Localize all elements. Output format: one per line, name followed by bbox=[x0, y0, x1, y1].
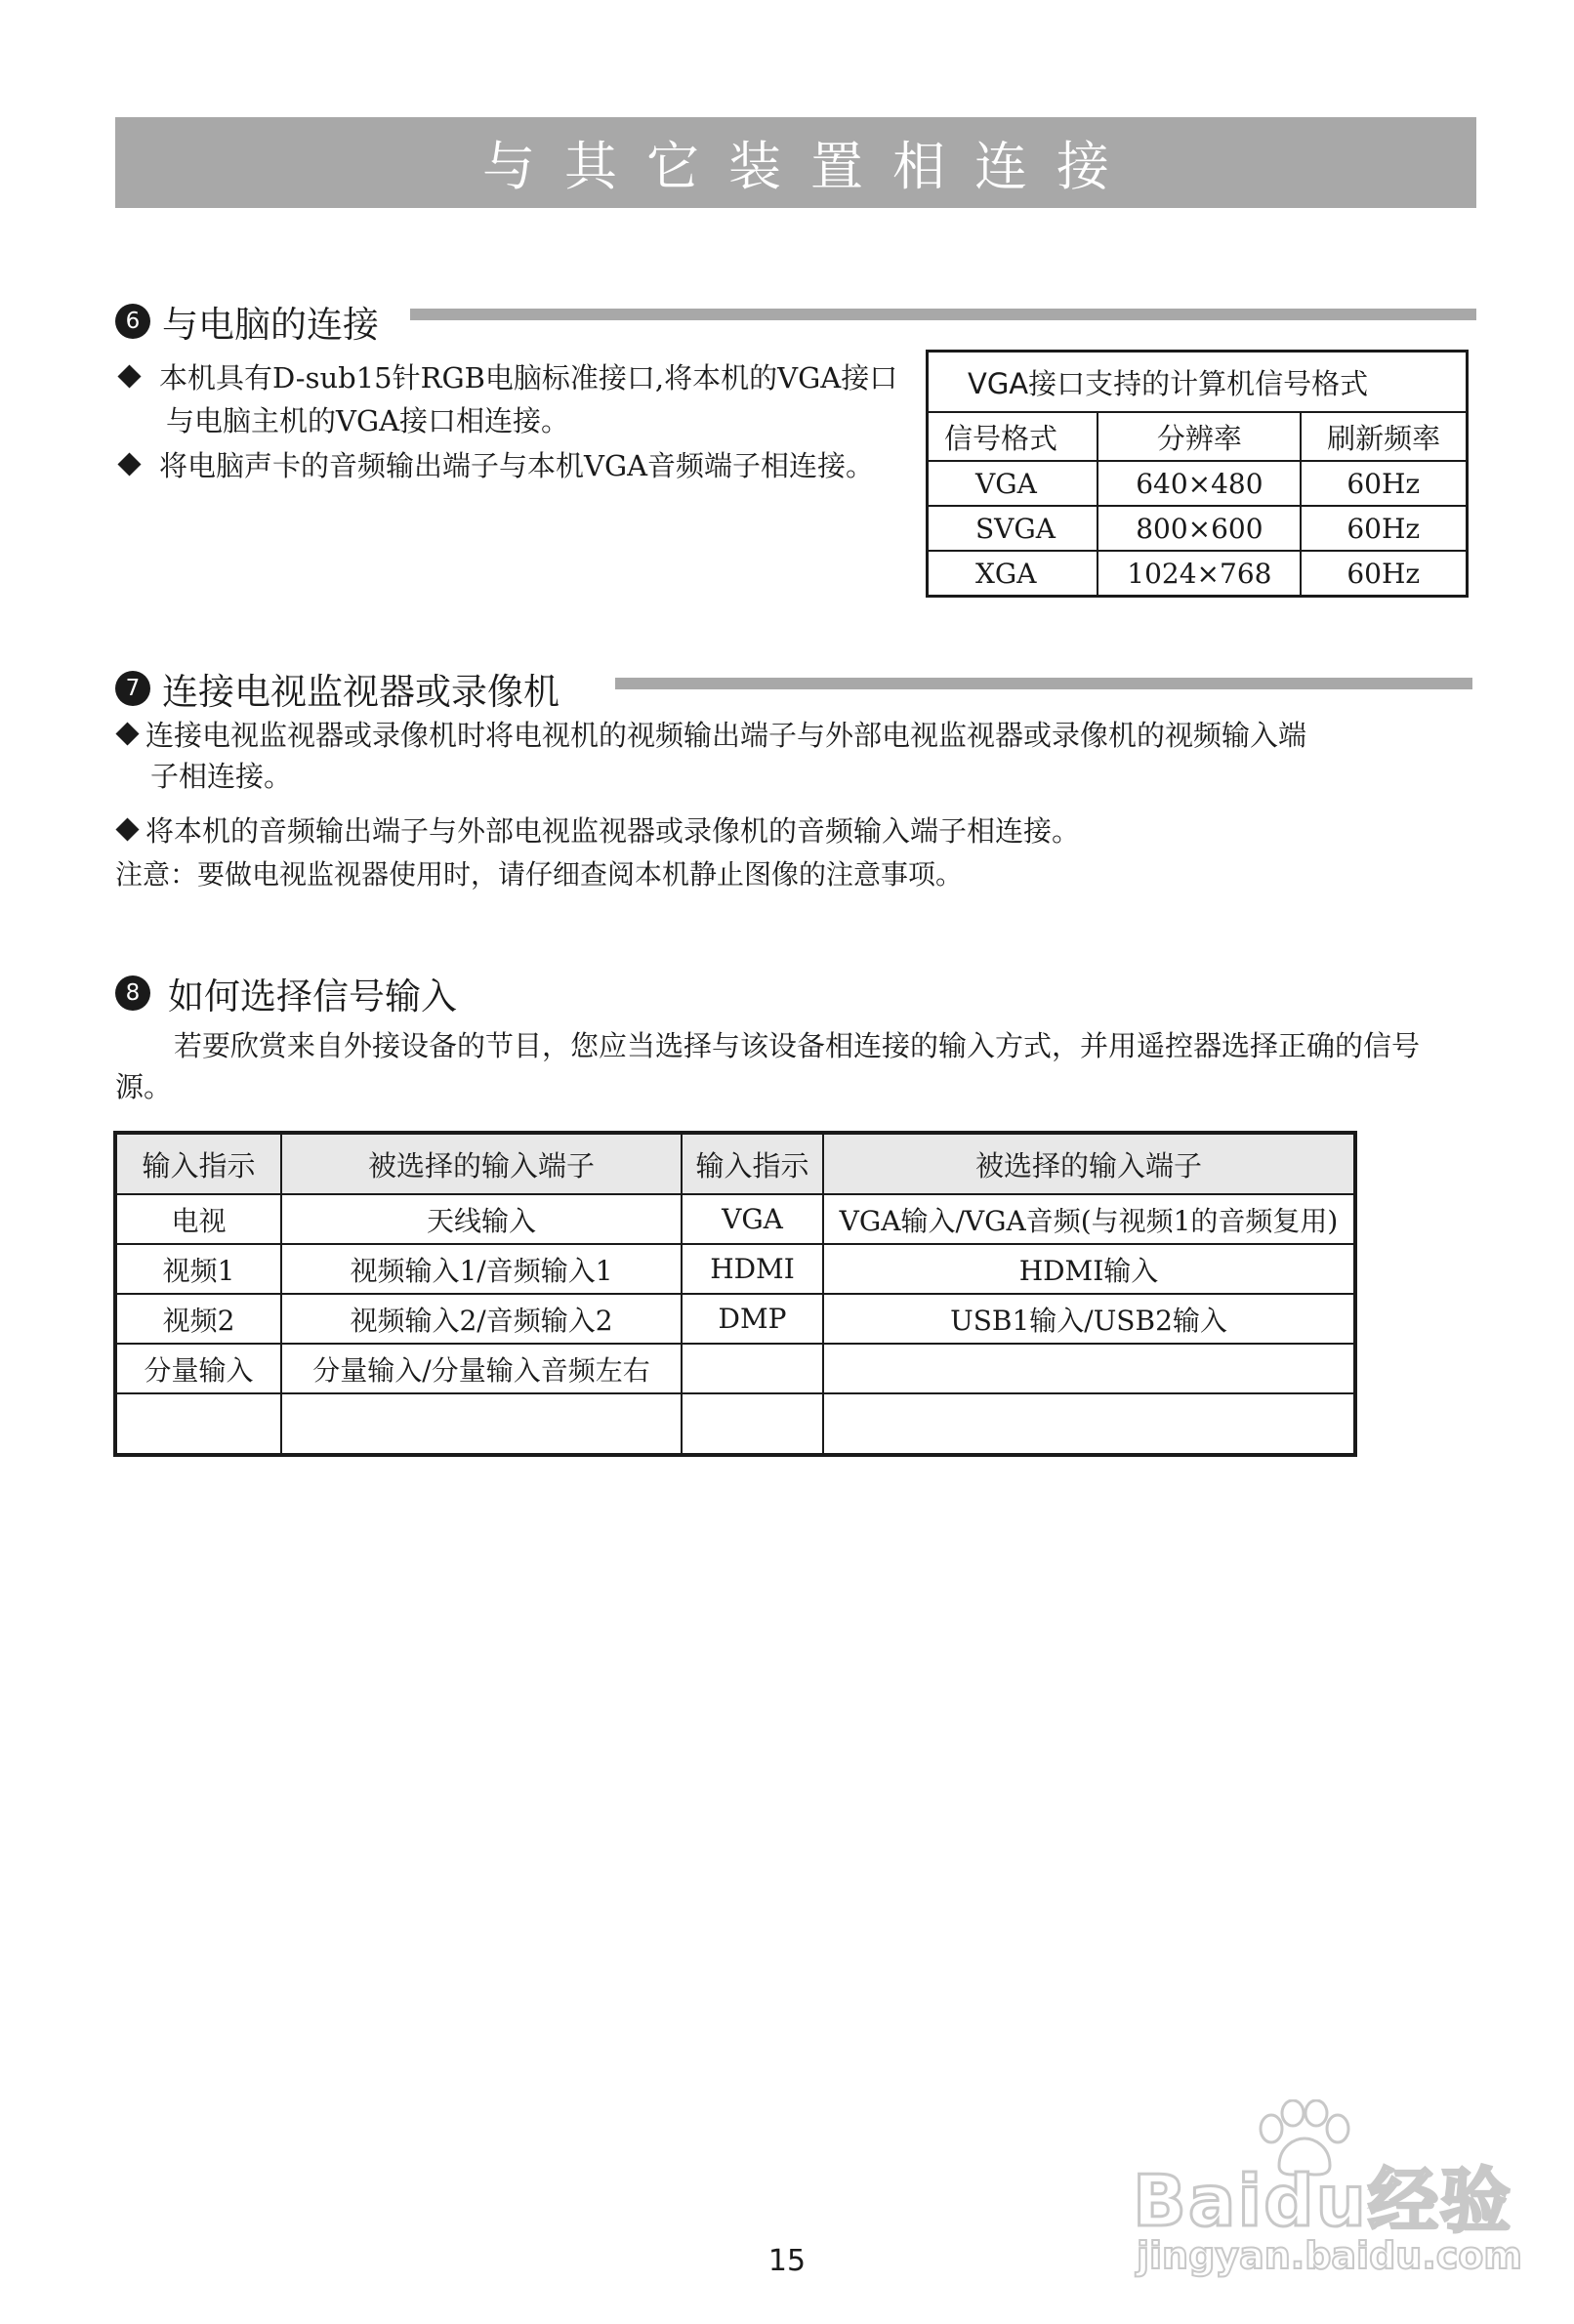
input-cell: HDMI bbox=[682, 1244, 823, 1294]
vga-table-header: 分辨率 bbox=[1098, 412, 1301, 461]
section-7-title: 连接电视监视器或录像机 bbox=[162, 671, 559, 713]
input-cell bbox=[682, 1344, 823, 1393]
bullet-text: 将电脑声卡的音频输出端子与本机VGA音频端子相连接。 bbox=[159, 449, 875, 482]
section-6-bullet-1 bbox=[121, 357, 897, 398]
input-cell bbox=[823, 1393, 1355, 1455]
section-7-bullet-1 bbox=[119, 715, 1306, 756]
vga-cell: 60Hz bbox=[1301, 461, 1467, 506]
vga-cell: 640×480 bbox=[1098, 461, 1301, 506]
vga-cell: 60Hz bbox=[1301, 506, 1467, 551]
section-7-note: 注意：要做电视监视器使用时，请仔细查阅本机静止图像的注意事项。 bbox=[115, 858, 964, 891]
input-cell: 天线输入 bbox=[281, 1194, 682, 1244]
input-cell: VGA输入/VGA音频(与视频1的音频复用) bbox=[823, 1194, 1355, 1244]
bullet-text: 将本机的音频输出端子与外部电视监视器或录像机的音频输入端子相连接。 bbox=[145, 814, 1081, 848]
input-table-row bbox=[115, 1244, 1355, 1294]
input-table-header: 被选择的输入端子 bbox=[823, 1133, 1355, 1194]
section-8-paragraph bbox=[115, 1025, 1472, 1107]
vga-table-row bbox=[928, 506, 1468, 551]
input-cell bbox=[281, 1393, 682, 1455]
input-cell: VGA bbox=[682, 1194, 823, 1244]
vga-cell: XGA bbox=[928, 551, 1098, 597]
title-banner bbox=[115, 117, 1476, 208]
input-cell: DMP bbox=[682, 1294, 823, 1344]
section-7-number-badge: 7 bbox=[115, 671, 150, 706]
section-6-bullet-1-cont bbox=[166, 400, 569, 441]
input-cell: HDMI输入 bbox=[823, 1244, 1355, 1294]
vga-cell: 60Hz bbox=[1301, 551, 1467, 597]
input-cell: 视频输入2/音频输入2 bbox=[281, 1294, 682, 1344]
input-table-row bbox=[115, 1294, 1355, 1344]
input-select-table bbox=[113, 1131, 1357, 1457]
input-cell: USB1输入/USB2输入 bbox=[823, 1294, 1355, 1344]
section-6-number-badge: 6 bbox=[115, 304, 150, 339]
vga-signal-table bbox=[926, 350, 1469, 598]
input-cell: 分量输入/分量输入音频左右 bbox=[281, 1344, 682, 1393]
input-cell: 电视 bbox=[115, 1194, 281, 1244]
section-8-number-badge: 8 bbox=[115, 975, 150, 1011]
diamond-bullet-icon bbox=[117, 364, 141, 388]
input-cell bbox=[115, 1393, 281, 1455]
section-7-bullet-1-cont bbox=[150, 756, 292, 797]
section-7-heading bbox=[115, 662, 559, 715]
diamond-bullet-icon bbox=[117, 452, 141, 476]
vga-table-header: 信号格式 bbox=[928, 412, 1098, 461]
vga-table-header: 刷新频率 bbox=[1301, 412, 1467, 461]
vga-table-row bbox=[928, 551, 1468, 597]
vga-cell: 800×600 bbox=[1098, 506, 1301, 551]
vga-cell: 1024×768 bbox=[1098, 551, 1301, 597]
paragraph-text: 若要欣赏来自外接设备的节目，您应当选择与该设备相连接的输入方式，并用遥控器选择正确的信号源。 bbox=[115, 1029, 1421, 1103]
input-cell: 视频2 bbox=[115, 1294, 281, 1344]
section-6-bullet-2 bbox=[121, 445, 874, 486]
section-8-heading bbox=[115, 967, 457, 1019]
input-cell bbox=[823, 1344, 1355, 1393]
section-7-bullet-2 bbox=[119, 810, 1080, 851]
page-number: 15 bbox=[767, 2244, 807, 2278]
bullet-text: 子相连接。 bbox=[150, 760, 293, 793]
vga-table-caption: VGA接口支持的计算机信号格式 bbox=[928, 352, 1468, 413]
section-8-title: 如何选择信号输入 bbox=[168, 975, 457, 1017]
bullet-text: 连接电视监视器或录像机时将电视机的视频输出端子与外部电视监视器或录像机的视频输入端 bbox=[145, 719, 1307, 752]
diamond-bullet-icon bbox=[115, 817, 139, 841]
section-6-title: 与电脑的连接 bbox=[162, 304, 379, 346]
input-table-header: 被选择的输入端子 bbox=[281, 1133, 682, 1194]
bullet-text: 本机具有D-sub15针RGB电脑标准接口,将本机的VGA接口 bbox=[159, 361, 898, 394]
input-table-row bbox=[115, 1194, 1355, 1244]
section-6-rule bbox=[410, 309, 1476, 320]
input-table-header: 输入指示 bbox=[682, 1133, 823, 1194]
page-title: 与其它装置相连接 bbox=[482, 136, 1139, 197]
vga-cell: SVGA bbox=[928, 506, 1098, 551]
input-table-header: 输入指示 bbox=[115, 1133, 281, 1194]
section-6-heading bbox=[115, 295, 379, 348]
section-7-rule bbox=[615, 678, 1472, 689]
watermark-main-text: Baidu经验 bbox=[1133, 2160, 1512, 2242]
input-cell: 视频1 bbox=[115, 1244, 281, 1294]
input-table-row bbox=[115, 1344, 1355, 1393]
input-cell: 视频输入1/音频输入1 bbox=[281, 1244, 682, 1294]
watermark-url-text: jingyan.baidu.com bbox=[1137, 2234, 1522, 2277]
input-table-row bbox=[115, 1393, 1355, 1455]
bullet-text: 与电脑主机的VGA接口相连接。 bbox=[166, 404, 570, 437]
input-cell: 分量输入 bbox=[115, 1344, 281, 1393]
diamond-bullet-icon bbox=[115, 722, 139, 745]
vga-cell: VGA bbox=[928, 461, 1098, 506]
vga-table-row bbox=[928, 461, 1468, 506]
input-cell bbox=[682, 1393, 823, 1455]
